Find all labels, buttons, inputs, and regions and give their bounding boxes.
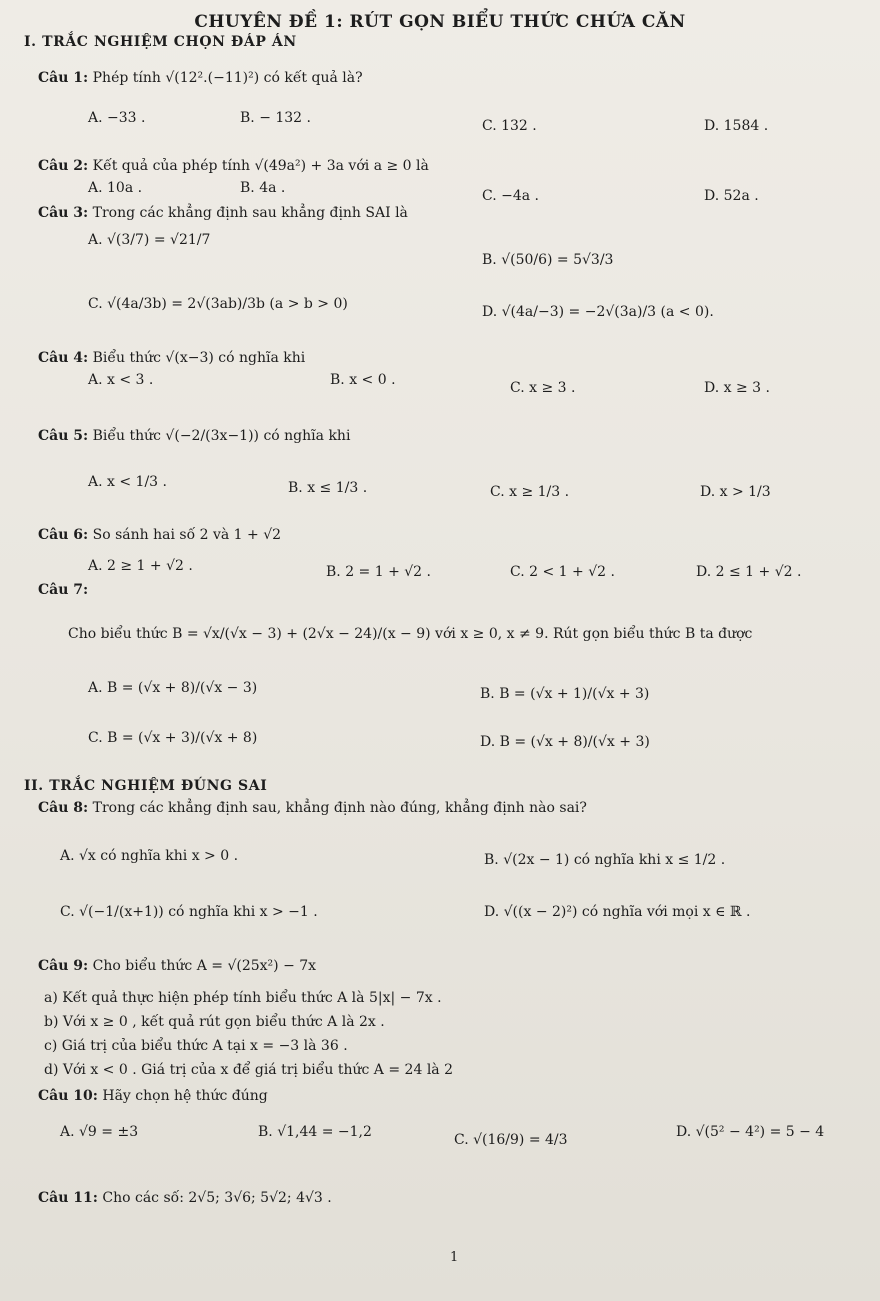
q10-option-d: D. √(5² − 4²) = 5 − 4 — [676, 1124, 825, 1140]
question-text: Cho các số: 2√5; 3√6; 5√2; 4√3 . — [102, 1190, 332, 1206]
question-label: Câu 7: — [38, 582, 89, 598]
q4-option-b: B. x < 0 . — [330, 372, 396, 388]
q2-option-d: D. 52a . — [704, 188, 759, 204]
q7-option-a: A. B = (√x + 8)/(√x − 3) — [88, 680, 258, 696]
page-number: 1 — [450, 1250, 459, 1265]
question-2 — [38, 158, 429, 174]
question-label: Câu 4: — [38, 350, 89, 366]
question-label: Câu 11: — [38, 1190, 98, 1206]
q3-option-d: D. √(4a/−3) = −2√(3a)/3 (a < 0). — [482, 304, 714, 320]
q8-option-b: B. √(2x − 1) có nghĩa khi x ≤ 1/2 . — [484, 852, 726, 868]
q1-option-c: C. 132 . — [482, 118, 537, 134]
question-text: Hãy chọn hệ thức đúng — [102, 1088, 268, 1104]
question-3 — [38, 205, 408, 221]
question-9 — [38, 958, 316, 974]
question-6 — [38, 527, 281, 543]
question-text: Trong các khẳng định sau, khẳng định nào đúng, khẳng định nào sai? — [92, 800, 587, 816]
question-text: Biểu thức √(−2/(3x−1)) có nghĩa khi — [92, 428, 351, 444]
question-7-text: Cho biểu thức B = √x/(√x − 3) + (2√x − 24)/(x − 9) với x ≥ 0, x ≠ 9. Rút gọn biểu thức B ta được — [68, 626, 753, 642]
question-label: Câu 6: — [38, 527, 89, 543]
q6-option-b: B. 2 = 1 + √2 . — [326, 564, 431, 580]
question-7-label — [38, 582, 88, 598]
q2-option-a: A. 10a . — [88, 180, 143, 196]
question-text: Cho biểu thức A = √(25x²) − 7x — [92, 958, 317, 974]
q6-option-a: A. 2 ≥ 1 + √2 . — [88, 558, 193, 574]
q9-item-c: c) Giá trị của biểu thức A tại x = −3 là 36 . — [44, 1038, 348, 1054]
q10-option-c: C. √(16/9) = 4/3 — [454, 1132, 568, 1148]
q6-option-c: C. 2 < 1 + √2 . — [510, 564, 615, 580]
question-label: Câu 10: — [38, 1088, 98, 1104]
q7-option-d: D. B = (√x + 8)/(√x + 3) — [480, 734, 650, 750]
q10-option-b: B. √1,44 = −1,2 — [258, 1124, 372, 1140]
q2-option-b: B. 4a . — [240, 180, 286, 196]
q9-item-d: d) Với x < 0 . Giá trị của x để giá trị biểu thức A = 24 là 2 — [44, 1062, 453, 1078]
question-text: So sánh hai số 2 và 1 + √2 — [92, 527, 282, 543]
question-11 — [38, 1190, 332, 1206]
section-heading-1: I. TRẮC NGHIỆM CHỌN ĐÁP ÁN — [24, 34, 297, 50]
q5-option-c: C. x ≥ 1/3 . — [490, 484, 570, 500]
question-text: Phép tính √(12².(−11)²) có kết quả là? — [92, 70, 363, 86]
q5-option-a: A. x < 1/3 . — [88, 474, 167, 490]
question-text: Trong các khẳng định sau khẳng định SAI là — [92, 205, 408, 221]
question-label: Câu 9: — [38, 958, 89, 974]
question-text: Biểu thức √(x−3) có nghĩa khi — [92, 350, 306, 366]
q6-option-d: D. 2 ≤ 1 + √2 . — [696, 564, 802, 580]
question-label: Câu 3: — [38, 205, 89, 221]
q8-option-a: A. √x có nghĩa khi x > 0 . — [60, 848, 239, 864]
q1-option-b: B. − 132 . — [240, 110, 311, 126]
question-5 — [38, 428, 350, 444]
q1-option-a: A. −33 . — [88, 110, 146, 126]
question-label: Câu 1: — [38, 70, 89, 86]
q3-option-c: C. √(4a/3b) = 2√(3ab)/3b (a > b > 0) — [88, 296, 348, 312]
question-10 — [38, 1088, 268, 1104]
q9-item-b: b) Với x ≥ 0 , kết quả rút gọn biểu thức A là 2x . — [44, 1014, 385, 1030]
question-label: Câu 5: — [38, 428, 89, 444]
q7-option-c: C. B = (√x + 3)/(√x + 8) — [88, 730, 258, 746]
question-8 — [38, 800, 587, 816]
q7-option-b: B. B = (√x + 1)/(√x + 3) — [480, 686, 650, 702]
q3-option-a: A. √(3/7) = √21/7 — [88, 232, 211, 248]
q4-option-c: C. x ≥ 3 . — [510, 380, 576, 396]
question-1 — [38, 70, 363, 86]
q3-option-b: B. √(50/6) = 5√3/3 — [482, 252, 614, 268]
question-label: Câu 2: — [38, 158, 89, 174]
section-heading-2: II. TRẮC NGHIỆM ĐÚNG SAI — [24, 778, 268, 794]
q9-item-a: a) Kết quả thực hiện phép tính biểu thức A là 5|x| − 7x . — [44, 990, 442, 1006]
q5-option-b: B. x ≤ 1/3 . — [288, 480, 368, 496]
q5-option-d: D. x > 1/3 — [700, 484, 771, 500]
q4-option-d: D. x ≥ 3 . — [704, 380, 770, 396]
q8-option-d: D. √((x − 2)²) có nghĩa với mọi x ∈ ℝ . — [484, 904, 751, 920]
q8-option-c: C. √(−1/(x+1)) có nghĩa khi x > −1 . — [60, 904, 318, 920]
q4-option-a: A. x < 3 . — [88, 372, 154, 388]
question-4 — [38, 350, 305, 366]
q1-option-d: D. 1584 . — [704, 118, 769, 134]
question-text: Kết quả của phép tính √(49a²) + 3a với a ≥ 0 là — [92, 158, 429, 174]
document-title: CHUYÊN ĐỀ 1: RÚT GỌN BIỂU THỨC CHỨA CĂN — [194, 12, 686, 32]
q2-option-c: C. −4a . — [482, 188, 539, 204]
q10-option-a: A. √9 = ±3 — [60, 1124, 139, 1140]
question-label: Câu 8: — [38, 800, 89, 816]
